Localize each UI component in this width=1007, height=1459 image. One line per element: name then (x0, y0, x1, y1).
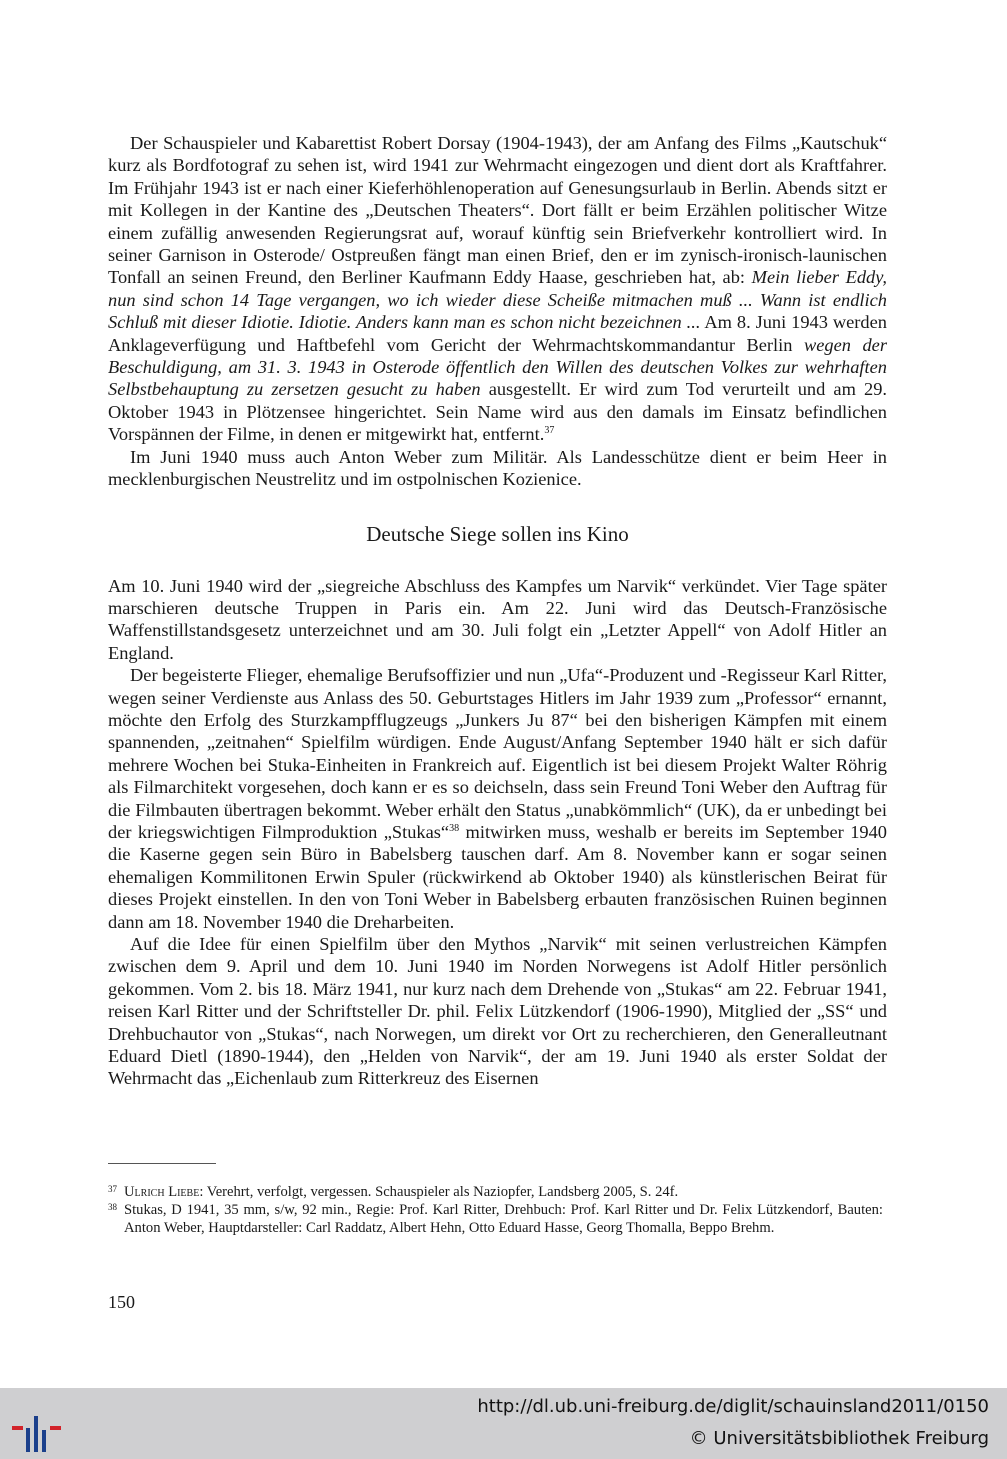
paragraph-4-text-a: Der begeisterte Flieger, ehemalige Berufsoffizier und nun „Ufa“-Produzent und -Regisseur Karl Ritter, wegen seiner Verdienste aus Anlass des 50. Geburtstages Hitlers im Jahr 1939 zum „Professor“ ernannt, möchte den Erfolg des Sturzkampfflugzeugs „Junkers Ju 87“ bei den bisherigen Kämpfen mit einem spannenden, „zeitnahen“ Spielfilm würdigen. Ende August/Anfang September 1940 hält er sich dafür mehrere Wochen bei Stuka-Einheiten in Frankreich auf. Eigentlich ist bei diesem Projekt Walter Röhrig als Filmarchitekt vorgesehen, doch kann er es so deichseln, dass sein Freund Toni Weber den Auftrag für die Filmbauten übertragen bekommt. Weber erhält den Status „unabkömmlich“ (UK), da er unbedingt bei der kriegswichtigen Filmproduktion „Stukas“ (108, 665, 887, 842)
footnote-ref-37[interactable]: 37 (544, 425, 555, 437)
paragraph-3: Am 10. Juni 1940 wird der „siegreiche Abschluss des Kampfes um Narvik“ verkündet. Vier Tage später marschieren deutsche Truppen in Paris ein. Am 22. Juni wird das Deutsch-Französische Waffenstillstandsgesetz unterzeichnet und am 30. Juli folgt ein „Letzter Appell“ von Adolf Hitler an England. (108, 575, 887, 663)
paragraph-1-text-a: Der Schauspieler und Kabarettist Robert Dorsay (1904-1943), der am Anfang des Films „Kautschuk“ kurz als Bordfotograf zu sehen ist, wird 1941 zur Wehrmacht eingezogen und dient dort als Kraftfahrer. Im Frühjahr 1943 ist er nach einer Kieferhöhlenoperation auf Genesungsurlaub in Berlin. Abends sitzt er mit Kollegen in der Kantine des „Deutschen Theaters“. Dort fällt er beim Erzählen politischer Witze einem zufällig anwesenden Regierungsrat auf, worauf künftig sein Briefverkehr kontrolliert wird. In seiner Garnison in Osterode/ Ostpreußen fängt man einen Brief, den er im zynisch-ironisch-launischen Tonfall an seinen Freund, den Berliner Kaufmann Eddy Haase, geschrieben hat, ab: (108, 133, 887, 288)
paragraph-1-text-c: Am 8. Juni 1943 werden Anklageverfügung und Haftbefehl vom Gericht der Wehrmachtskommandantur Berlin (108, 312, 887, 355)
ub-freiburg-logo-icon[interactable] (12, 1416, 64, 1452)
footnotes (108, 1183, 883, 1237)
copyright-notice: © Universitätsbibliothek Freiburg (689, 1428, 989, 1449)
footnote-38 (108, 1201, 883, 1237)
document-url-link[interactable]: http://dl.ub.uni-freiburg.de/diglit/schauinsland2011/0150 (477, 1396, 989, 1417)
library-footer (0, 1388, 1007, 1459)
footnote-divider (108, 1163, 216, 1164)
section-heading: Deutsche Siege sollen ins Kino (366, 521, 629, 546)
footnote-number: 37 (108, 1184, 117, 1194)
page-body (108, 132, 887, 1090)
paragraph-5: Auf die Idee für einen Spielfilm über den Mythos „Narvik“ mit seinen verlustreichen Kämpfen zwischen dem 9. April und dem 10. Juni 1940 im Norden Norwegens ist Adolf Hitler persönlich gekommen. Vom 2. bis 18. März 1941, nur kurz nach dem Drehende von „Stukas“ am 22. Februar 1941, reisen Karl Ritter und der Schriftsteller Dr. phil. Felix Lützkendorf (1906-1990), Mitglied der „SS“ und Drehbuchautor von „Stukas“, nach Norwegen, um direkt vor Ort zu recherchieren, den Generalleutnant Eduard Dietl (1890-1944), den „Helden von Narvik“, der am 19. Juni 1940 als erster Soldat der Wehrmacht das „Eichenlaub zum Ritterkreuz des Eisernen (108, 934, 887, 1089)
paragraph-1 (108, 132, 887, 446)
footnote-text (124, 1183, 883, 1201)
paragraph-1-text-e: ausgestellt. Er wird zum Tod verurteilt und am 29. Oktober 1943 in Plötzensee hingerichtet. Sein Name wird aus den damals im Einsatz befindlichen Vorspännen der Filme, in denen er mitgewirkt hat, entfernt. (108, 379, 887, 445)
quote-letter: Mein lieber Eddy, nun sind schon 14 Tage vergangen, wo ich wieder diese Scheiße mitmachen muß ... Wann ist endlich Schluß mit dieser Idiotie. Idiotie. Anders kann man es schon nicht bezeichnen ... (108, 267, 888, 333)
footnote-number: 38 (108, 1202, 117, 1212)
footnote-ref-38[interactable]: 38 (449, 822, 460, 834)
page-number: 150 (108, 1292, 135, 1312)
paragraph-4-text-b: mitwirken muss, weshalb er bereits im September 1940 die Kaserne gegen sein Büro in Babelsberg tauschen darf. Am 8. November kann er sogar seinen ehemaligen Kommilitonen Erwin Spuler (rückwirkend ab Oktober 1940) als künstlerischen Beirat für dieses Projekt einstellen. In den von Toni Weber in Babelsberg erbauten französischen Ruinen beginnen dann am 18. November 1940 die Dreharbeiten. (108, 821, 887, 932)
footnote-text (124, 1201, 883, 1237)
paragraph-4 (108, 664, 887, 933)
footnote-37 (108, 1183, 883, 1201)
footnote-body: Stukas, D 1941, 35 mm, s/w, 92 min., Regie: Prof. Karl Ritter, Drehbuch: Prof. Karl Ritter und Dr. Felix Lützkendorf, Bauten: Anton Weber, Hauptdarsteller: Carl Raddatz, Albert Hehn, Otto Eduard Hasse, Georg Thomalla, Beppo Brehm. (124, 1202, 883, 1236)
quote-charge: wegen der Beschuldigung, am 31. 3. 1943 in Osterode öffentlich den Willen des deutschen Volkes zur wehrhaften Selbstbehauptung zu zersetzen gesucht zu haben (108, 334, 887, 400)
paragraph-2: Im Juni 1940 muss auch Anton Weber zum Militär. Als Landesschütze dient er beim Heer in mecklenburgischen Neustrelitz und im ostpolnischen Kozienice. (108, 446, 887, 490)
footnote-author: Ulrich Liebe (124, 1184, 200, 1200)
footnote-body: : Verehrt, verfolgt, vergessen. Schauspieler als Naziopfer, Landsberg 2005, S. 24f. (199, 1184, 679, 1200)
